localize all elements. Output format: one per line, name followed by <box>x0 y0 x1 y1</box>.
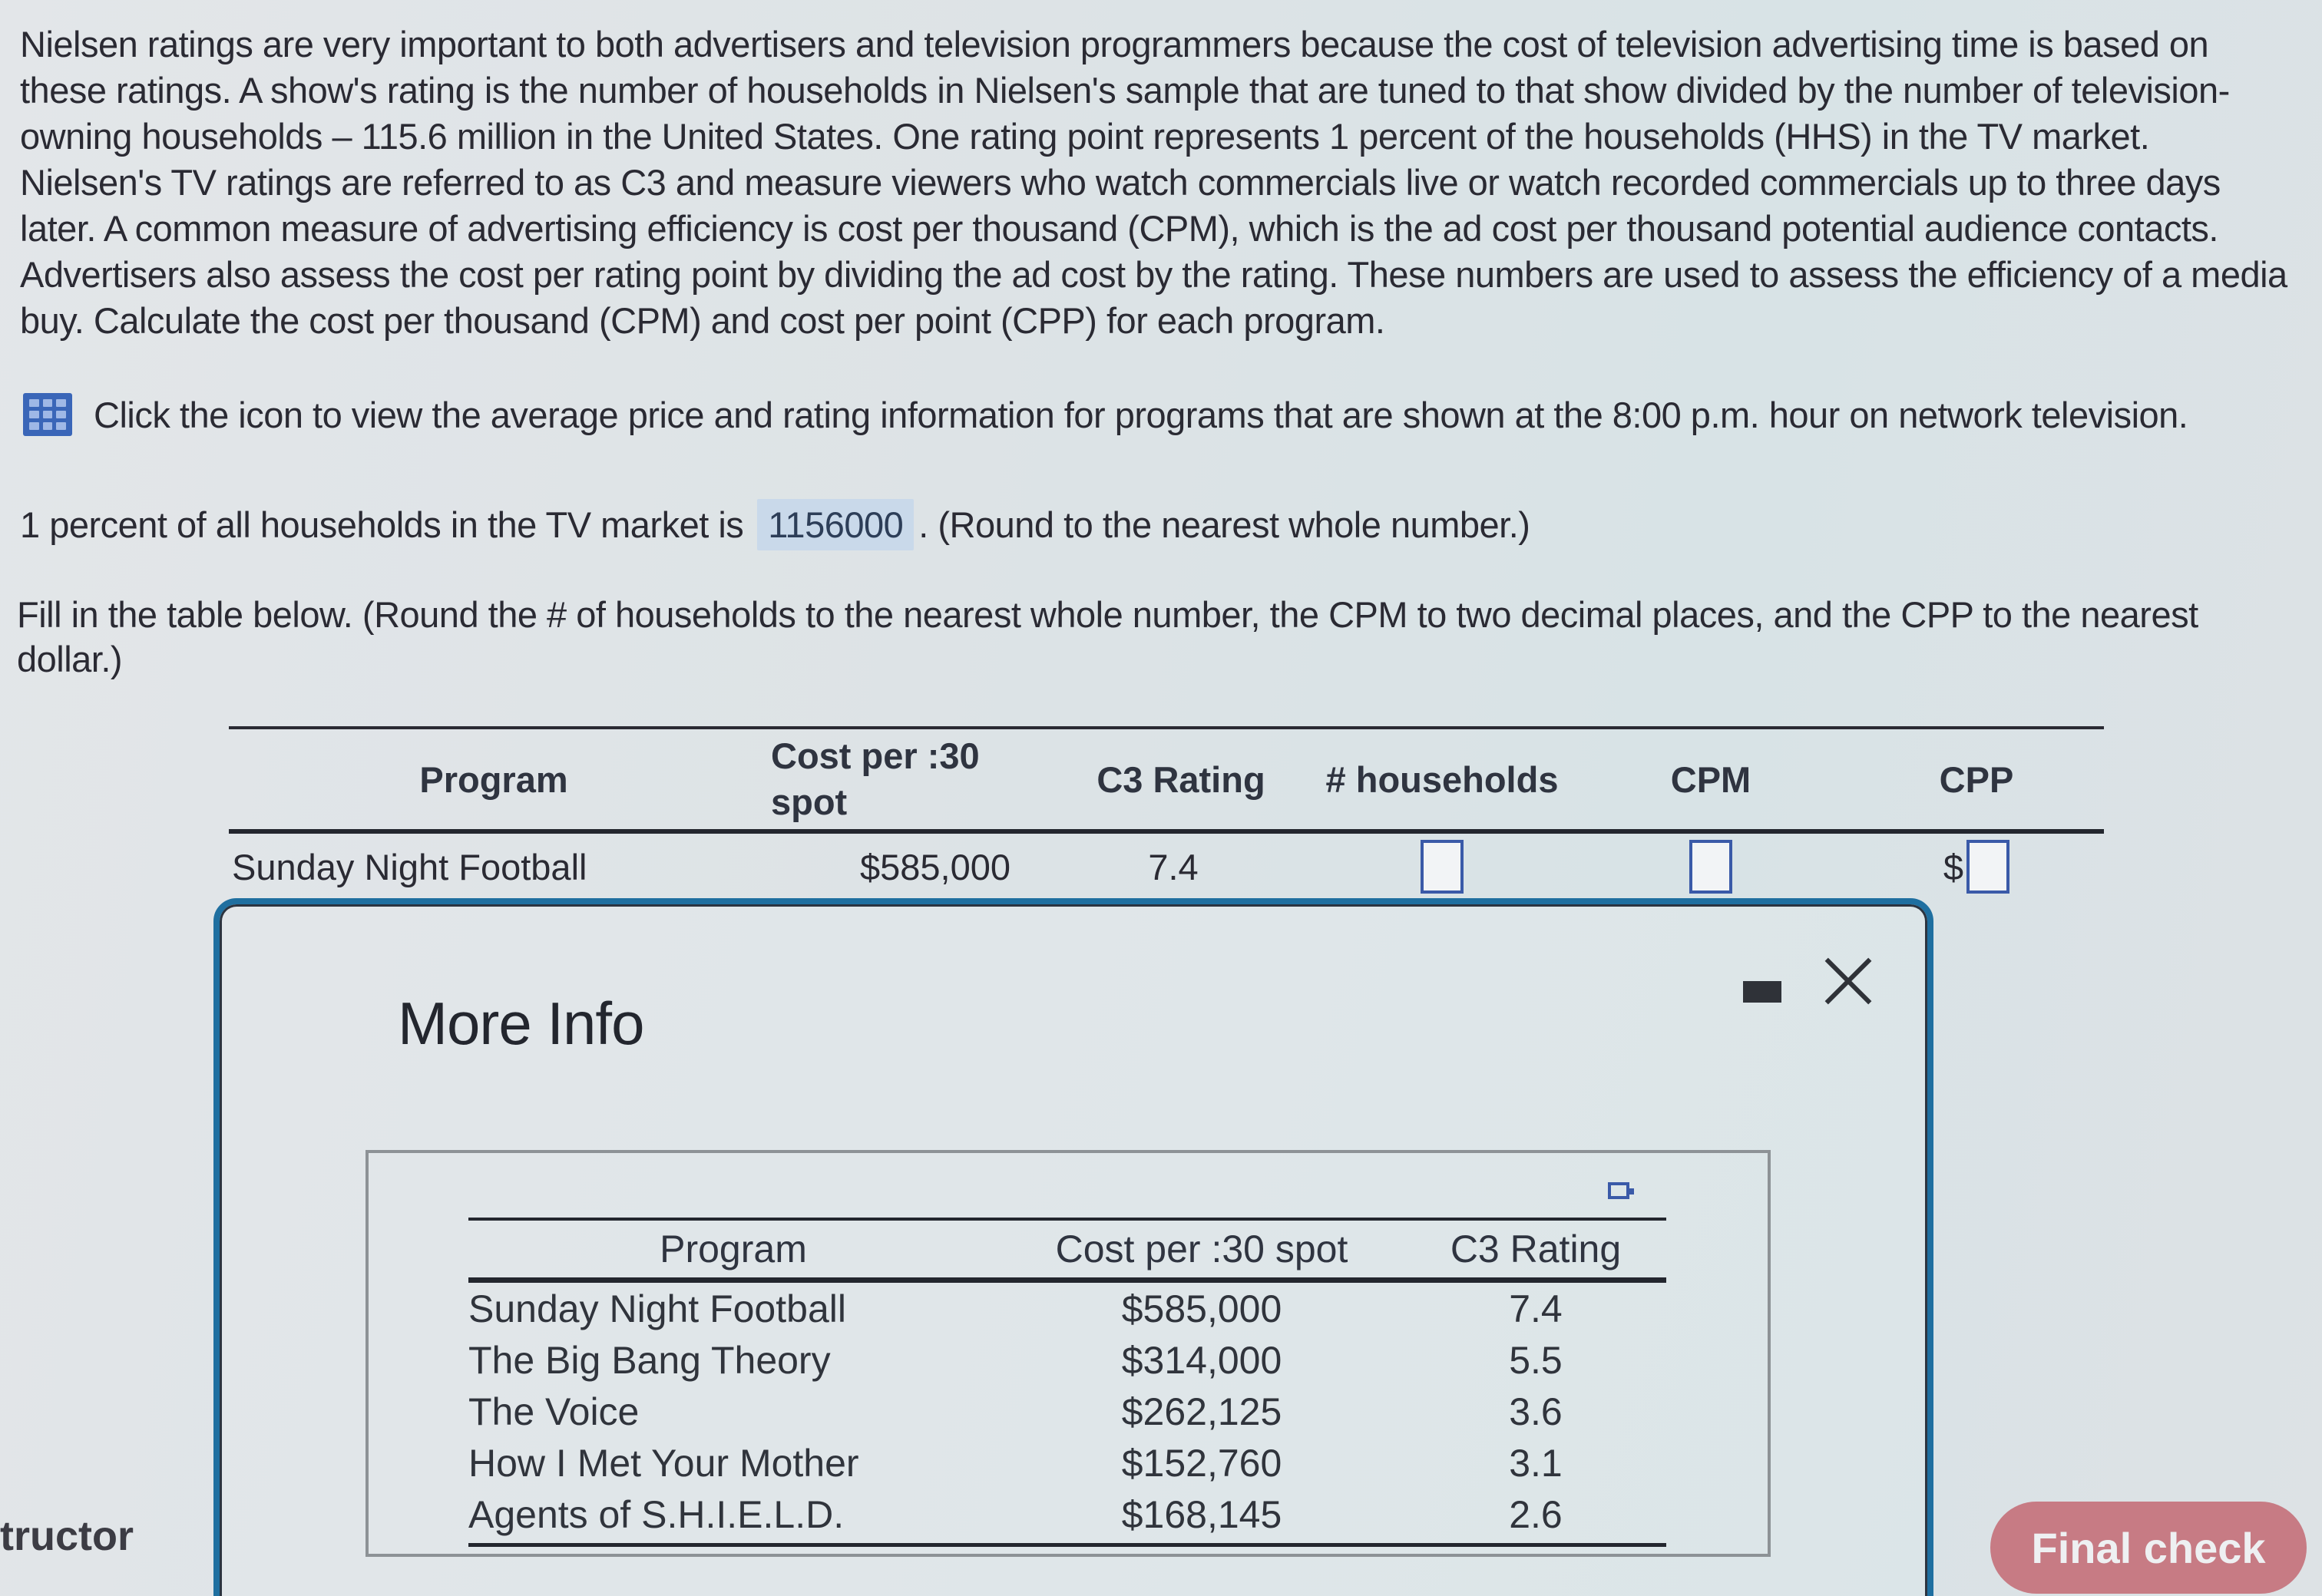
households-answer[interactable]: 1156000 <box>757 499 914 550</box>
row-rating: 7.4 <box>1148 846 1199 887</box>
more-info-dialog <box>213 898 1933 1596</box>
households-line <box>20 499 1530 550</box>
icon-instruction: Click the icon to view the average price and rating information for programs that are shown at the 8:00 p.m. hour on network television. <box>94 394 2188 435</box>
instructor-label: tructor <box>0 1513 134 1559</box>
dialog-title: More Info <box>398 990 644 1057</box>
info-rating: 3.1 <box>1509 1441 1563 1485</box>
header-program: Program <box>419 758 568 800</box>
info-program: How I Met Your Mother <box>468 1441 859 1485</box>
households-input[interactable] <box>1421 840 1464 894</box>
info-cost: $168,145 <box>1121 1492 1282 1536</box>
table-row <box>468 1437 1666 1489</box>
info-rating: 3.6 <box>1509 1389 1563 1433</box>
table-row <box>468 1489 1666 1540</box>
table-row <box>468 1283 1666 1334</box>
households-suffix: . (Round to the nearest whole number.) <box>918 504 1530 545</box>
row-cost: $585,000 <box>859 846 1011 887</box>
info-header-program: Program <box>660 1228 807 1271</box>
info-cost: $152,760 <box>1121 1441 1282 1485</box>
households-prefix: 1 percent of all households in the TV market is <box>20 504 744 545</box>
fill-instruction: Fill in the table below. (Round the # of households to the nearest whole number, the CPM to two decimal places, and the CPP to the nearest dollar.) <box>17 594 2198 679</box>
data-table-icon[interactable] <box>23 393 72 436</box>
info-header-cost: Cost per :30 spot <box>1055 1228 1348 1271</box>
info-table-container <box>366 1150 1771 1557</box>
info-rating: 5.5 <box>1509 1338 1563 1382</box>
header-households: # households <box>1325 758 1559 800</box>
table-row <box>229 834 2104 900</box>
cpp-cell <box>1849 840 2104 894</box>
copy-icon[interactable] <box>1608 1182 1629 1199</box>
table-row <box>468 1386 1666 1437</box>
cpm-cell <box>1573 840 1849 894</box>
info-rating: 2.6 <box>1509 1492 1563 1536</box>
header-rating: C3 Rating <box>1096 758 1265 800</box>
table-row <box>468 1334 1666 1386</box>
cpp-input[interactable] <box>1966 840 2009 894</box>
question-intro: Nielsen ratings are very important to both advertisers and television programmers because the cost of television advertising time is based on these ratings. A show's rating is the number of households in Nielsen's sample that are tuned to that show divided by the number of television-owning households – 115.6 million in the United States. One rating point represents 1 percent of the households (HHS) in the TV market. Nielsen's TV ratings are referred to as C3 and measure viewers who watch commercials live or watch recorded commercials up to three days later. A common measure of advertising efficiency is cost per thousand (CPM), which is the ad cost per thousand potential audience contacts. Advertisers also assess the cost per rating point by dividing the ad cost by the rating. These numbers are used to assess the efficiency of a media buy. Calculate the cost per thousand (CPM) and cost per point (CPP) for each program. <box>20 24 2287 341</box>
answer-table-header <box>229 729 2104 834</box>
info-table <box>468 1218 1666 1547</box>
info-program: Sunday Night Football <box>468 1287 846 1330</box>
answer-table <box>229 726 2104 900</box>
header-cpp: CPP <box>1939 758 2014 800</box>
cpm-input[interactable] <box>1689 840 1732 894</box>
info-cost: $262,125 <box>1121 1389 1282 1433</box>
header-cpm: CPM <box>1670 758 1751 800</box>
info-icon-line <box>23 393 2188 436</box>
info-header-rating: C3 Rating <box>1450 1228 1622 1271</box>
final-check-button[interactable]: Final check <box>1990 1502 2307 1594</box>
info-cost: $314,000 <box>1121 1338 1282 1382</box>
close-icon[interactable] <box>1821 953 1875 1007</box>
cpp-dollar-sign: $ <box>1943 846 1964 887</box>
info-cost: $585,000 <box>1121 1287 1282 1330</box>
minimize-icon[interactable] <box>1743 981 1781 1003</box>
info-program: The Voice <box>468 1389 640 1433</box>
info-table-header <box>468 1221 1666 1283</box>
households-cell <box>1312 840 1573 894</box>
info-table-bottom-rule <box>468 1543 1666 1547</box>
info-program: Agents of S.H.I.E.L.D. <box>468 1492 845 1536</box>
info-rating: 7.4 <box>1509 1287 1563 1330</box>
info-program: The Big Bang Theory <box>468 1338 831 1382</box>
header-cost: Cost per :30 spot <box>771 735 980 822</box>
row-program: Sunday Night Football <box>232 846 587 887</box>
